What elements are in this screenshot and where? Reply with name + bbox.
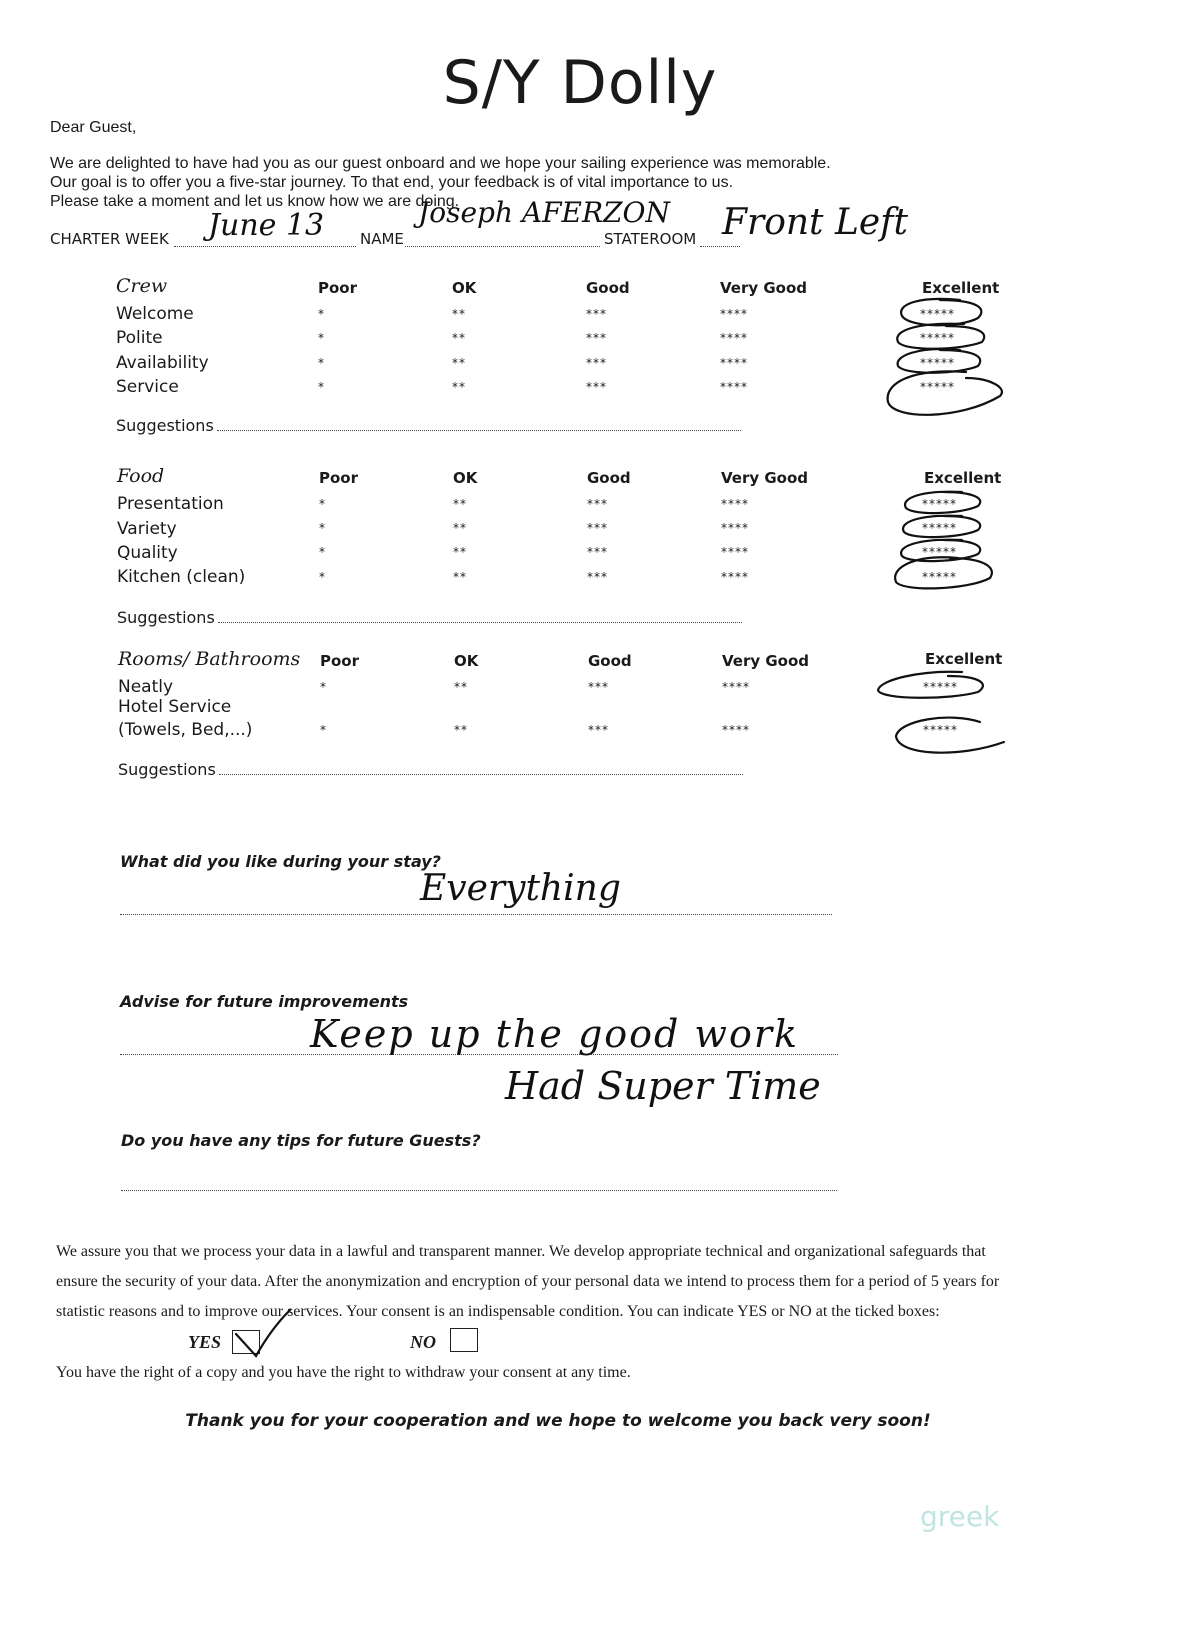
rating-option[interactable]: * (319, 497, 326, 511)
col-header-excellent: Excellent (925, 650, 1003, 668)
row-label-welcome: Welcome (116, 304, 194, 324)
rating-option[interactable]: *** (588, 680, 609, 694)
rating-option[interactable]: * (319, 521, 326, 535)
col-header-ok: OK (453, 469, 478, 487)
suggestions-label-rooms: Suggestions (118, 760, 216, 779)
rating-option-selected[interactable]: ***** (920, 380, 955, 394)
question-liked: What did you like during your stay? (120, 852, 441, 871)
rating-option[interactable]: **** (721, 545, 749, 559)
rating-option[interactable]: **** (720, 356, 748, 370)
stateroom-line (700, 246, 740, 247)
rating-option[interactable]: ** (453, 545, 467, 559)
intro-line-1: We are delighted to have had you as our guest onboard and we hope your sailing experience was memorable. (50, 155, 831, 172)
answer-field-tips[interactable] (121, 1190, 837, 1191)
rating-option-selected[interactable]: ***** (922, 497, 957, 511)
rating-option[interactable]: * (320, 723, 327, 737)
rating-option[interactable]: **** (722, 680, 750, 694)
row-label-service: Service (116, 377, 179, 397)
section-title-food: Food (117, 465, 165, 487)
row-label-availability: Availability (116, 353, 209, 373)
charter-week-value[interactable]: June 13 (208, 208, 325, 243)
rating-option[interactable]: **** (721, 570, 749, 584)
rating-option-selected[interactable]: ***** (922, 521, 957, 535)
rating-option[interactable]: **** (720, 307, 748, 321)
row-label-variety: Variety (117, 519, 177, 539)
rating-option[interactable]: **** (722, 723, 750, 737)
suggestions-field-food[interactable] (218, 622, 742, 623)
rating-option[interactable]: * (319, 570, 326, 584)
answer-liked: Everything (420, 868, 621, 909)
charter-week-label: CHARTER WEEK (50, 230, 169, 248)
rating-option[interactable]: **** (720, 331, 748, 345)
col-header-poor: Poor (320, 652, 360, 670)
suggestions-field-crew[interactable] (217, 430, 741, 431)
rating-option-selected[interactable]: ***** (922, 570, 957, 584)
section-title-crew: Crew (116, 275, 168, 297)
rating-option[interactable]: *** (587, 521, 608, 535)
col-header-very-good: Very Good (721, 469, 809, 487)
intro-line-2: Our goal is to offer you a five-star journey. To that end, your feedback is of vital importance to us. (50, 174, 734, 191)
charter-week-line (174, 246, 356, 247)
consent-yes-checkbox[interactable] (232, 1330, 260, 1354)
rating-option[interactable]: ** (452, 380, 466, 394)
row-label-hotel-service: Hotel Service (118, 697, 232, 717)
rating-option[interactable]: **** (721, 497, 749, 511)
rating-option[interactable]: ** (453, 521, 467, 535)
stateroom-value[interactable]: Front Left (722, 202, 908, 243)
rating-option[interactable]: ** (454, 680, 468, 694)
col-header-poor: Poor (319, 469, 359, 487)
row-label-presentation: Presentation (117, 494, 224, 514)
row-label-neatly: Neatly (118, 677, 174, 697)
legal-text-line-4: You have the right of a copy and you have the right to withdraw your consent at any time. (56, 1364, 631, 1381)
question-improvements: Advise for future improvements (120, 992, 409, 1011)
page-title: S/Y Dolly (442, 48, 718, 118)
name-label: NAME (360, 230, 404, 248)
col-header-good: Good (588, 652, 632, 670)
rating-option-selected[interactable]: ***** (920, 307, 955, 321)
legal-text-line-3: statistic reasons and to improve our services. Your consent is an indispensable condition. You can indicate YES or NO at the ticked boxes: (56, 1303, 940, 1320)
col-header-good: Good (587, 469, 631, 487)
col-header-excellent: Excellent (924, 469, 1002, 487)
intro-line-3: Please take a moment and let us know how we are doing. (50, 193, 460, 210)
rating-option[interactable]: **** (720, 380, 748, 394)
legal-text-line-2: ensure the security of your data. After the anonymization and encryption of your personal data we intend to process them for a period of 5 years for (56, 1273, 1000, 1290)
rating-option[interactable]: * (318, 331, 325, 345)
col-header-ok: OK (452, 279, 477, 297)
rating-option[interactable]: ** (454, 723, 468, 737)
col-header-ok: OK (454, 652, 479, 670)
answer-field-liked[interactable] (120, 914, 832, 915)
col-header-excellent: Excellent (922, 279, 1000, 297)
rating-option[interactable]: *** (586, 356, 607, 370)
rating-option[interactable]: *** (586, 331, 607, 345)
row-label-polite: Polite (116, 328, 163, 348)
greeting: Dear Guest, (50, 119, 137, 136)
name-value[interactable]: Joseph AFERZON (418, 196, 670, 229)
answer-improvements-2: Had Super Time (505, 1064, 821, 1108)
rating-option[interactable]: *** (587, 497, 608, 511)
legal-text-line-1: We assure you that we process your data in a lawful and transparent manner. We develop appropriate technical and organizational safeguards that (56, 1243, 986, 1260)
rating-option-selected[interactable]: ***** (923, 680, 958, 694)
rating-option-selected[interactable]: ***** (923, 723, 958, 737)
name-line (405, 246, 600, 247)
consent-no-label: NO (410, 1332, 436, 1352)
answer-improvements: Keep up the good work (310, 1012, 800, 1056)
suggestions-label-crew: Suggestions (116, 416, 214, 435)
col-header-very-good: Very Good (722, 652, 810, 670)
rating-option[interactable]: * (320, 680, 327, 694)
section-title-rooms: Rooms/ Bathrooms (118, 648, 301, 670)
col-header-good: Good (586, 279, 630, 297)
row-label-kitchen: Kitchen (clean) (117, 567, 246, 587)
rating-option[interactable]: ** (452, 307, 466, 321)
rating-option[interactable]: **** (721, 521, 749, 535)
rating-option[interactable]: ** (452, 356, 466, 370)
suggestions-label-food: Suggestions (117, 608, 215, 627)
rating-option[interactable]: * (318, 380, 325, 394)
row-label-towels-bed: (Towels, Bed,...) (118, 720, 253, 740)
rating-option[interactable]: *** (587, 570, 608, 584)
thank-you-message: Thank you for your cooperation and we hope to welcome you back very soon! (185, 1411, 931, 1431)
watermark-logo: greek (920, 1500, 1000, 1533)
row-label-quality: Quality (117, 543, 178, 563)
question-tips: Do you have any tips for future Guests? (121, 1131, 481, 1150)
col-header-very-good: Very Good (720, 279, 808, 297)
rating-option[interactable]: *** (586, 380, 607, 394)
rating-option[interactable]: * (318, 307, 325, 321)
suggestions-field-rooms[interactable] (219, 774, 743, 775)
rating-option-selected[interactable]: ***** (922, 545, 957, 559)
consent-no-checkbox[interactable] (450, 1328, 478, 1352)
rating-option[interactable]: ** (453, 570, 467, 584)
rating-option[interactable]: * (318, 356, 325, 370)
rating-option[interactable]: *** (586, 307, 607, 321)
rating-option[interactable]: *** (588, 723, 609, 737)
rating-option[interactable]: ** (452, 331, 466, 345)
consent-yes-label: YES (188, 1332, 222, 1352)
rating-option-selected[interactable]: ***** (920, 331, 955, 345)
rating-option[interactable]: ** (453, 497, 467, 511)
col-header-poor: Poor (318, 279, 358, 297)
rating-option[interactable]: *** (587, 545, 608, 559)
rating-option-selected[interactable]: ***** (920, 356, 955, 370)
stateroom-label: STATEROOM (604, 230, 697, 248)
rating-option[interactable]: * (319, 545, 326, 559)
